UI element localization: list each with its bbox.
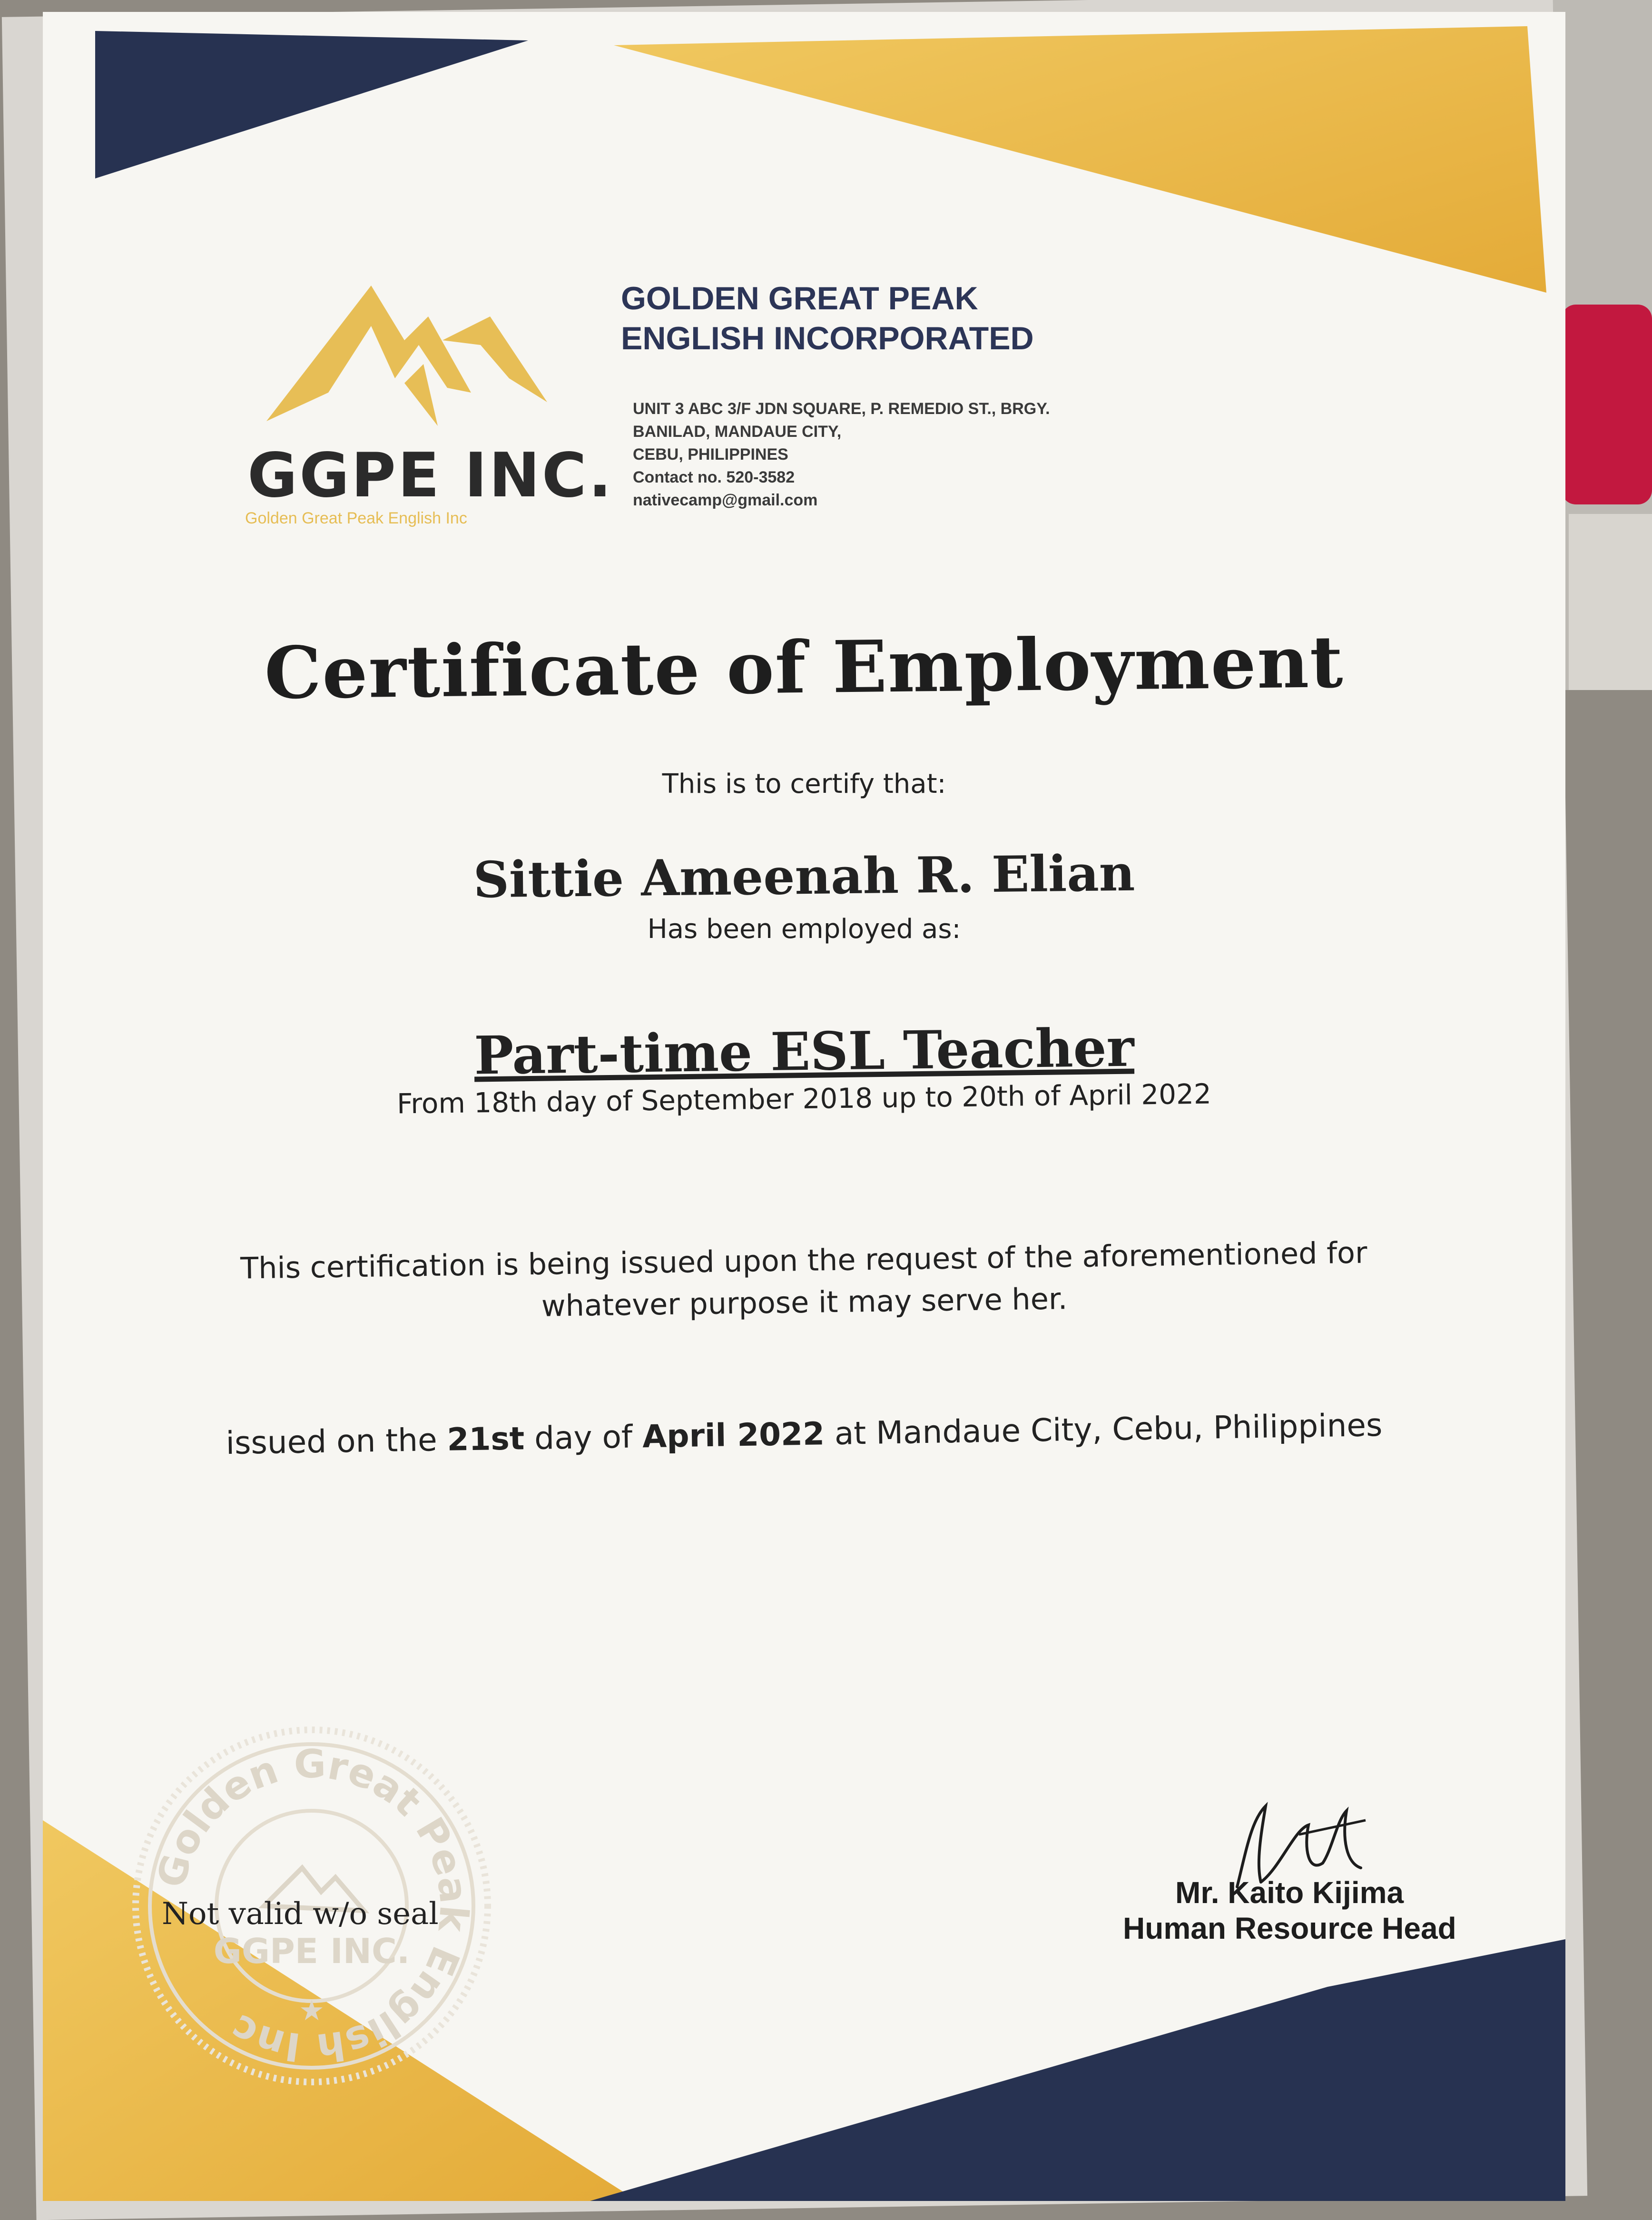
company-name	[621, 278, 1335, 358]
address-line2: BANILAD, MANDAUE CITY,	[633, 423, 842, 441]
issued-day: 21st	[446, 1420, 525, 1458]
signatory-role: Human Resource Head	[1123, 1911, 1456, 1945]
employed-line: Has been employed as:	[647, 914, 961, 945]
purpose-line1: This certification is being issued upon the request of the aforementioned for	[240, 1235, 1367, 1286]
certificate-title: Certificate of Employment	[264, 620, 1345, 715]
seal-ring-text: Golden Great Peak English Inc	[148, 1741, 477, 2071]
employee-name: Sittie Ameenah R. Elian	[473, 843, 1135, 909]
address-line3: CEBU, PHILIPPINES	[633, 445, 788, 464]
certify-line: This is to certify that:	[662, 769, 946, 799]
company-logo-subtitle: Golden Great Peak English Inc	[245, 509, 467, 527]
top-right-gold-band	[614, 26, 1546, 293]
employment-dates: From 18th day of September 2018 up to 20th of April 2022	[396, 1077, 1212, 1120]
company-address	[633, 397, 1251, 512]
company-name-line2: ENGLISH INCORPORATED	[621, 320, 1034, 356]
background-device	[1552, 0, 1652, 690]
seal-validity-note: Not valid w/o seal	[162, 1896, 439, 1932]
issued-mid: day of	[534, 1418, 633, 1457]
employee-position: Part-time ESL Teacher	[473, 1016, 1135, 1086]
signatory-name: Mr. Kaito Kijima	[1175, 1875, 1404, 1910]
address-line1: UNIT 3 ABC 3/F JDN SQUARE, P. REMEDIO ST., BRGY.	[633, 400, 1050, 418]
company-logo-text: GGPE INC.	[247, 440, 614, 511]
certificate-page	[43, 12, 1565, 2201]
logo-mountain-icon	[266, 286, 547, 426]
company-name-line1: GOLDEN GREAT PEAK	[621, 280, 978, 316]
top-left-navy-triangle	[95, 31, 528, 178]
seal-star-icon: ★	[299, 1994, 324, 2027]
seal-center-text: GGPE INC.	[213, 1931, 410, 1971]
purpose-line2: whatever purpose it may serve her.	[541, 1281, 1068, 1323]
issued-month-year: April 2022	[642, 1415, 825, 1455]
issued-prefix: issued on the	[226, 1421, 438, 1462]
contact-number: Contact no. 520-3582	[633, 468, 795, 486]
bottom-right-navy-shape	[590, 1939, 1565, 2201]
issued-suffix: at Mandaue City, Cebu, Philippines	[834, 1406, 1383, 1452]
contact-email: nativecamp@gmail.com	[633, 491, 818, 509]
